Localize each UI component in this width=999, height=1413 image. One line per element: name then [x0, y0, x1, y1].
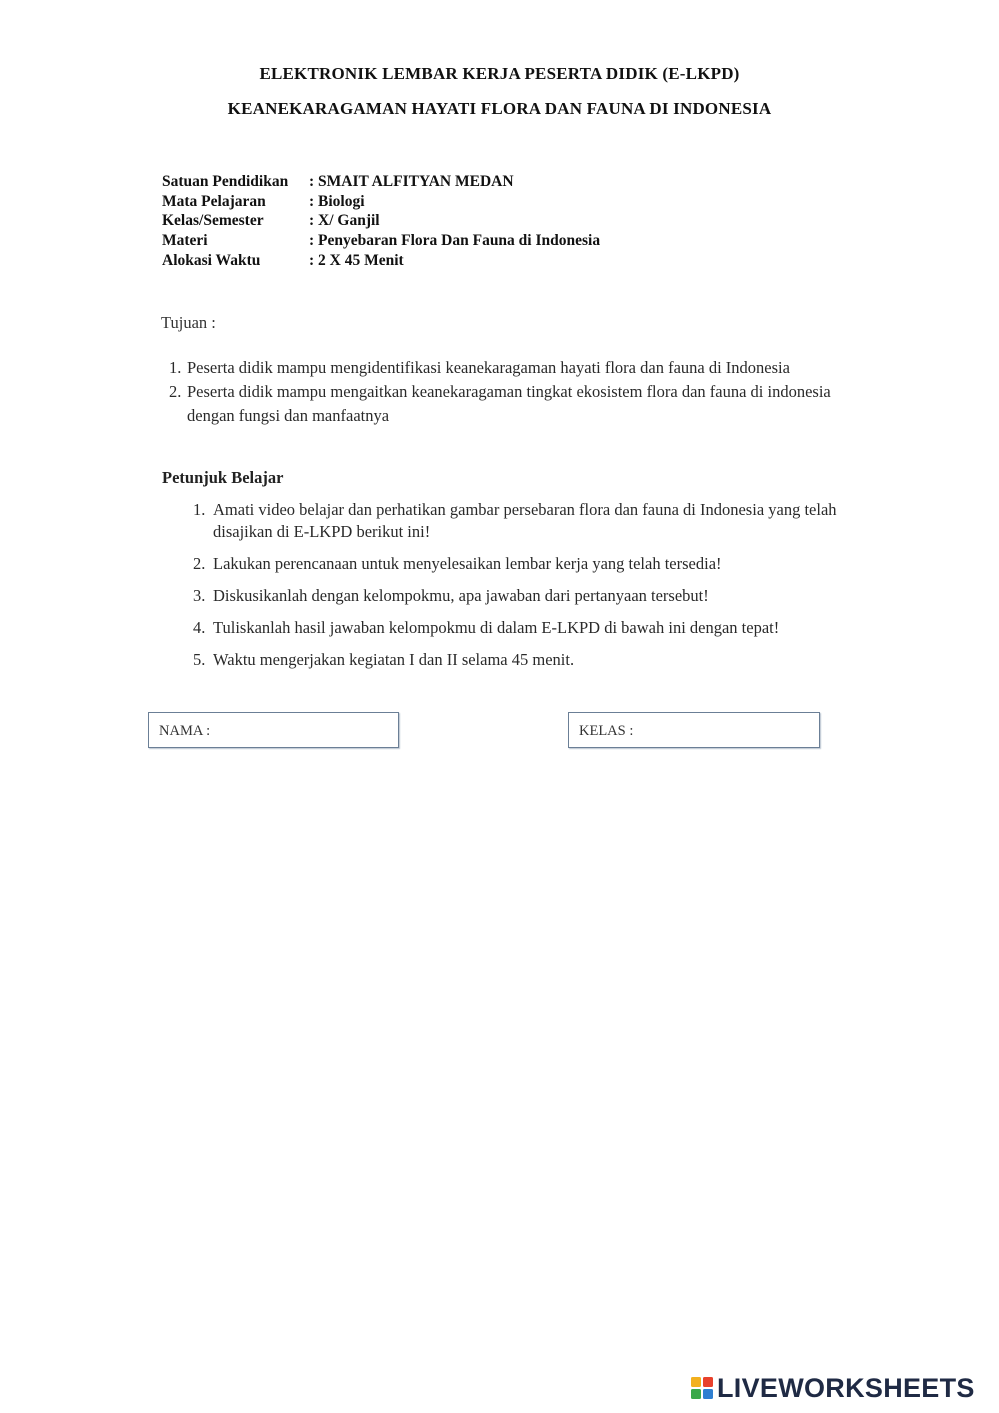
- list-text: Diskusikanlah dengan kelompokmu, apa jawaban dari pertanyaan tersebut!: [213, 586, 709, 605]
- kelas-field[interactable]: [568, 712, 820, 748]
- info-value: : 2 X 45 Menit: [309, 251, 404, 269]
- document-title-line-1: ELEKTRONIK LEMBAR KERJA PESERTA DIDIK (E-LKPD): [259, 64, 740, 83]
- tujuan-heading: Tujuan :: [161, 313, 216, 332]
- identity-info-block: [162, 172, 600, 271]
- list-number: 5.: [193, 650, 206, 669]
- brand-text: LIVEWORKSHEETS: [717, 1372, 975, 1403]
- list-text: Amati video belajar dan perhatikan gambar persebaran flora dan fauna di Indonesia yang telah disajikan di E-LKPD berikut ini!: [213, 500, 837, 541]
- list-text: Waktu mengerjakan kegiatan I dan II selama 45 menit.: [213, 650, 575, 669]
- list-item: [193, 649, 853, 671]
- info-row-satuan: [162, 172, 600, 192]
- info-value: : Penyebaran Flora Dan Fauna di Indonesia: [309, 232, 601, 250]
- info-label: Satuan Pendidikan: [162, 173, 289, 190]
- document-title-line-2: KEANEKARAGAMAN HAYATI FLORA DAN FAUNA DI INDONESIA: [227, 99, 772, 118]
- petunjuk-heading: Petunjuk Belajar: [162, 468, 284, 487]
- list-item: [169, 356, 849, 380]
- list-number: 3.: [193, 586, 206, 605]
- list-item: [193, 553, 853, 575]
- list-text: Peserta didik mampu mengidentifikasi keanekaragaman hayati flora dan fauna di Indonesia: [187, 358, 790, 377]
- list-number: 4.: [193, 618, 206, 637]
- info-value: : SMAIT ALFITYAN MEDAN: [309, 173, 514, 190]
- info-value: : Biologi: [309, 192, 365, 210]
- info-row-alokasi-waktu: [162, 251, 600, 271]
- list-text: Peserta didik mampu mengaitkan keanekaragaman tingkat ekosistem flora dan fauna di indonesia dengan fungsi dan manfaatnya: [187, 382, 831, 425]
- liveworksheets-logo-icon: [690, 1376, 714, 1400]
- tujuan-list: [169, 356, 849, 428]
- info-row-kelas: [162, 211, 600, 231]
- list-number: 1.: [169, 358, 182, 377]
- list-item: [193, 585, 853, 607]
- list-item: [169, 380, 849, 428]
- info-label: Mata Pelajaran: [162, 192, 266, 210]
- list-text: Lakukan perencanaan untuk menyelesaikan lembar kerja yang telah tersedia!: [213, 554, 722, 573]
- list-number: 1.: [193, 500, 206, 519]
- list-text: Tuliskanlah hasil jawaban kelompokmu di dalam E-LKPD di bawah ini dengan tepat!: [213, 618, 780, 637]
- info-row-mata-pelajaran: [162, 192, 600, 212]
- info-value: : X/ Ganjil: [309, 212, 380, 230]
- petunjuk-list: [193, 499, 853, 681]
- nama-label: NAMA :: [159, 723, 211, 739]
- nama-field[interactable]: [148, 712, 399, 748]
- list-item: [193, 499, 853, 543]
- list-number: 2.: [193, 554, 206, 573]
- list-number: 2.: [169, 382, 182, 401]
- kelas-label: KELAS :: [579, 723, 634, 739]
- info-label: Materi: [162, 232, 208, 250]
- info-row-materi: [162, 231, 600, 251]
- list-item: [193, 617, 853, 639]
- info-label: Kelas/Semester: [162, 212, 264, 230]
- liveworksheets-brand: [690, 1373, 975, 1403]
- info-label: Alokasi Waktu: [162, 251, 261, 269]
